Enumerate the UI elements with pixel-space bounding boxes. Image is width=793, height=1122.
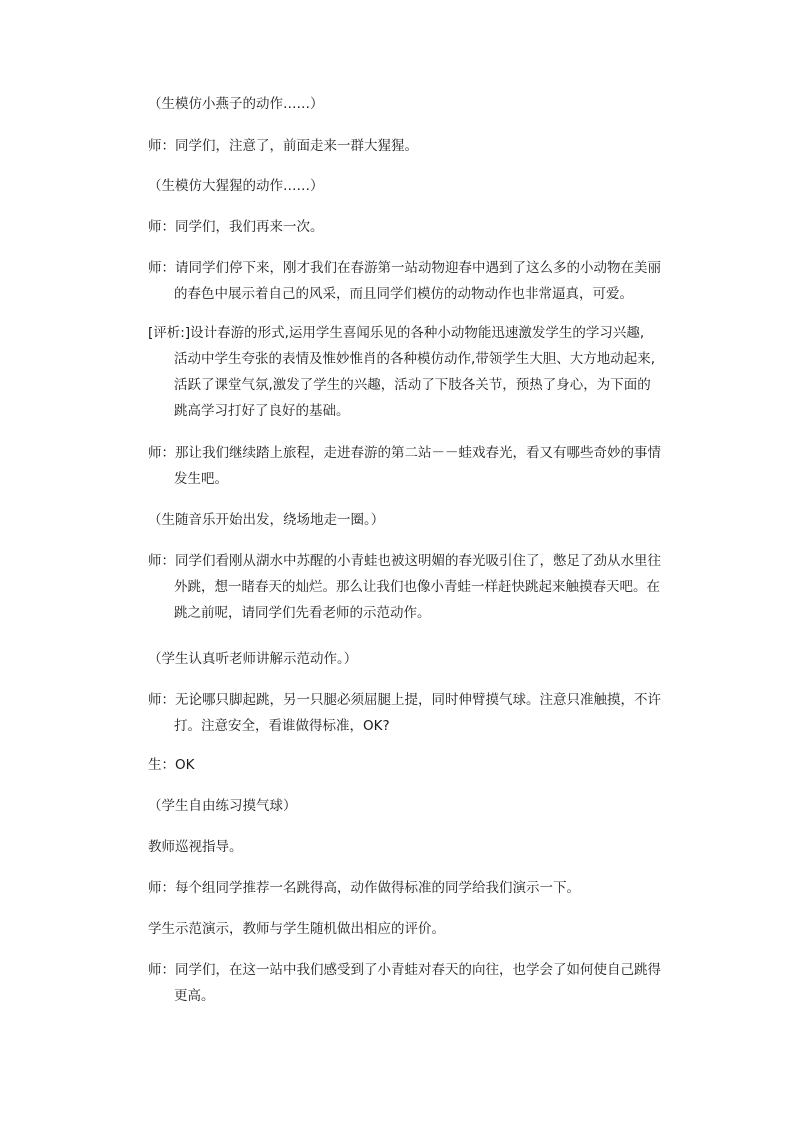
paragraph xyxy=(148,957,683,1009)
paragraph-line: （学生自由练习摸气球） xyxy=(148,798,297,814)
paragraph-line: 师：无论哪只脚起跳，另一只腿必须屈腿上提，同时伸臂摸气球。注意只准触摸，不许 xyxy=(148,692,661,708)
paragraph xyxy=(148,916,683,942)
paragraph-line: 师：同学们看刚从湖水中苏醒的小青蛙也被这明媚的春光吸引住了，憋足了劲从水里往 xyxy=(148,553,661,569)
paragraph xyxy=(148,440,683,492)
paragraph-line: （学生认真听老师讲解示范动作。） xyxy=(148,651,358,667)
paragraph xyxy=(148,91,683,117)
paragraph-line: 发生吧。 xyxy=(174,471,228,487)
paragraph-line: 外跳，想一睹春天的灿烂。那么让我们也像小青蛙一样赶快跳起来触摸春天吧。在 xyxy=(174,579,660,595)
paragraph-line: 打。注意安全，看谁做得标准，OK? xyxy=(174,718,390,734)
paragraph xyxy=(148,646,683,672)
paragraph xyxy=(148,834,683,860)
paragraph-line: （生模仿大猩猩的动作……） xyxy=(148,178,324,194)
paragraph-line: 师：那让我们继续踏上旅程，走进春游的第二站－－蛙戏春光，看又有哪些奇妙的事情 xyxy=(148,445,661,461)
paragraph-line: [评析:]设计春游的形式,运用学生喜闻乐见的各种小动物能迅速激发学生的学习兴趣, xyxy=(148,325,645,341)
paragraph-line: 活跃了课堂气氛,激发了学生的兴趣，活动了下肢各关节，预热了身心，为下面的 xyxy=(174,377,651,393)
paragraph xyxy=(148,548,683,626)
paragraph-line: 师：同学们，注意了，前面走来一群大猩猩。 xyxy=(148,138,418,154)
paragraph-line: 跳之前呢，请同学们先看老师的示范动作。 xyxy=(174,605,431,621)
paragraph-line: 师：同学们，我们再来一次。 xyxy=(148,219,324,235)
paragraph xyxy=(148,875,683,901)
paragraph-line: 活动中学生夸张的表情及惟妙惟肖的各种模仿动作,带领学生大胆、大方地动起来, xyxy=(174,351,656,367)
paragraph xyxy=(148,752,683,778)
paragraph-line: 生：OK xyxy=(148,757,195,773)
paragraph xyxy=(148,687,683,739)
paragraph xyxy=(148,214,683,240)
paragraph-line: 师：请同学们停下来，刚才我们在春游第一站动物迎春中遇到了这么多的小动物在美丽 xyxy=(148,260,661,276)
paragraph xyxy=(148,133,683,159)
paragraph xyxy=(148,255,683,307)
paragraph-line: 教师巡视指导。 xyxy=(148,839,243,855)
paragraph xyxy=(148,173,683,199)
paragraph-line: 的春色中展示着自己的风采，而且同学们模仿的动物动作也非常逼真，可爱。 xyxy=(174,286,633,302)
paragraph xyxy=(148,320,683,424)
paragraph-line: （生模仿小燕子的动作……） xyxy=(148,96,324,112)
paragraph-line: 跳高学习打好了良好的基础。 xyxy=(174,403,350,419)
paragraph-line: 更高。 xyxy=(174,988,215,1004)
paragraph-line: 师：每个组同学推荐一名跳得高，动作做得标准的同学给我们演示一下。 xyxy=(148,880,580,896)
paragraph xyxy=(148,793,683,819)
paragraph-line: 学生示范演示，教师与学生随机做出相应的评价。 xyxy=(148,921,445,937)
paragraph xyxy=(148,507,683,533)
paragraph-line: 师：同学们，在这一站中我们感受到了小青蛙对春天的向往，也学会了如何使自己跳得 xyxy=(148,962,661,978)
paragraph-line: （生随音乐开始出发，绕场地走一圈。） xyxy=(148,512,385,528)
